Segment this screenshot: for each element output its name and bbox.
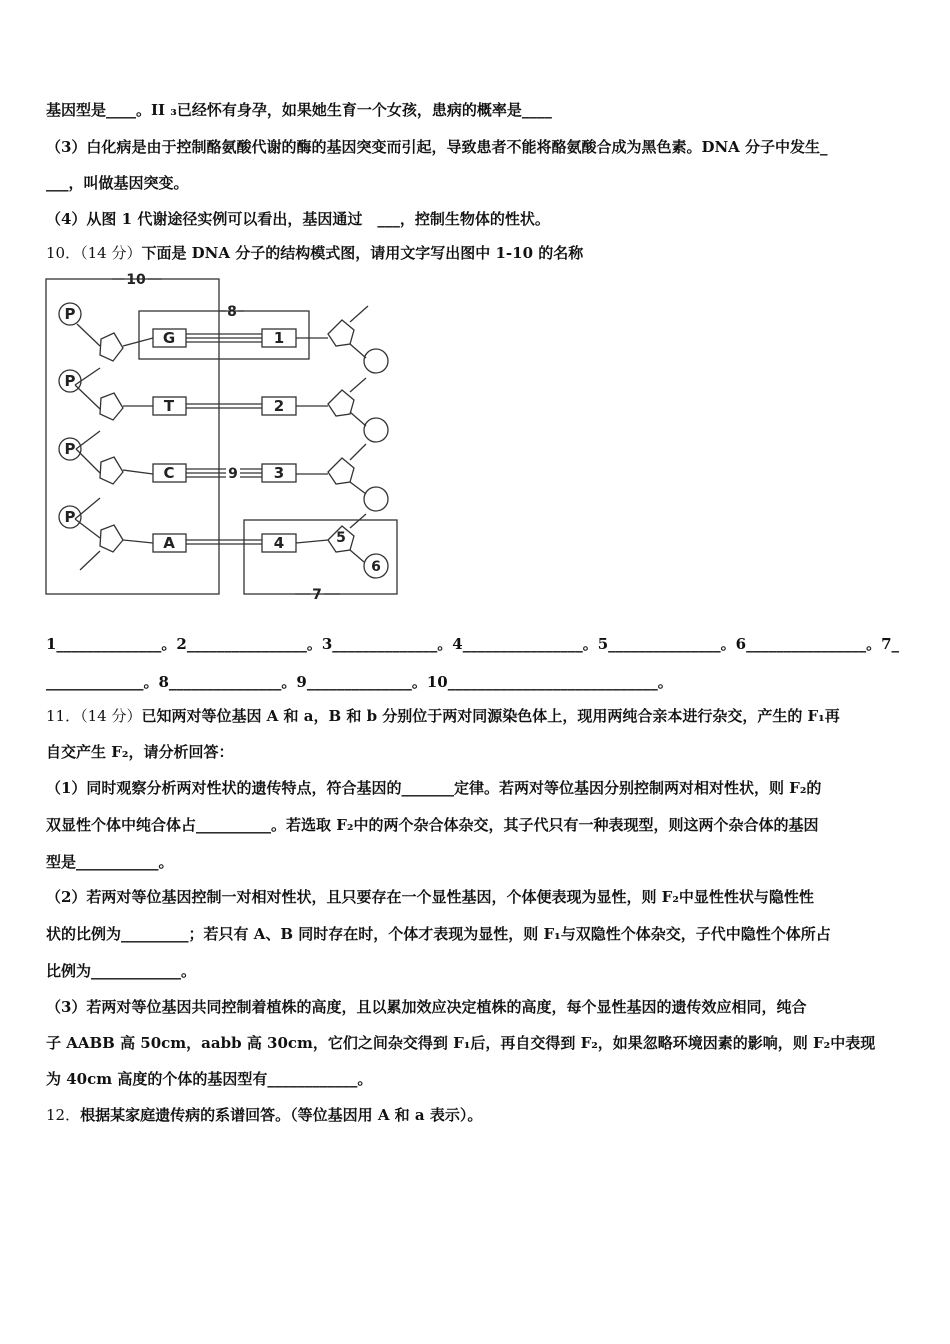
- label-3: 3: [273, 464, 285, 482]
- question-11: [46, 706, 910, 726]
- answer-blanks-line: 1______________。2________________。3______________。4________________。5_______________。6________________。7_: [46, 635, 900, 653]
- text-line: 为 40cm 高度的个体的基因型有____________。: [46, 1070, 373, 1088]
- question-12: [46, 1105, 910, 1125]
- base-a-label: A: [163, 534, 175, 552]
- phosphate-label: P: [64, 508, 76, 526]
- text-line: ___，叫做基因突变。: [46, 174, 189, 192]
- base-g-label: G: [162, 329, 176, 347]
- question-number: 12．: [46, 1106, 81, 1124]
- text-line: 自交产生 F₂，请分析回答：: [46, 743, 234, 761]
- phosphate-label: P: [64, 440, 76, 458]
- label-1: 1: [273, 329, 285, 347]
- label-8: 8: [227, 304, 237, 320]
- text-line: （4）从图 1 代谢途径实例可以看出，基因通过 ___，控制生物体的性状。: [46, 210, 550, 228]
- phosphate-label: P: [64, 372, 76, 390]
- text-line: （1）同时观察分析两对性状的遗传特点，符合基因的_______定律。若两对等位基因分别控制两对相对性状，则 F₂的: [46, 779, 822, 797]
- text-line: 状的比例为_________；若只有 A、B 同时存在时，个体才表现为显性，则 F₁与双隐性个体杂交，子代中隐性个体所占: [46, 925, 831, 943]
- sugar-pentagon: [328, 320, 354, 346]
- label-2: 2: [273, 397, 285, 415]
- phosphate-label: P: [64, 305, 76, 323]
- text-line: （2）若两对等位基因控制一对相对性状，且只要存在一个显性基因，个体便表现为显性，则 F₂中显性性状与隐性性: [46, 888, 814, 906]
- text-line: 型是___________。: [46, 853, 174, 871]
- label-4: 4: [273, 534, 285, 552]
- sugar-pentagon: [100, 525, 123, 552]
- phosphate-circle: [364, 349, 388, 373]
- text-line: 双显性个体中纯合体占__________。若选取 F₂中的两个杂合体杂交，其子代只有一种表现型，则这两个杂合体的基因: [46, 816, 819, 834]
- question-text: 下面是 DNA 分子的结构模式图，请用文字写出图中 1-10 的名称: [141, 244, 584, 262]
- base-t-label: T: [163, 397, 175, 415]
- text-line: 比例为____________。: [46, 962, 197, 980]
- question-text: 已知两对等位基因 A 和 a，B 和 b 分别位于两对同源染色体上，现用两纯合亲本进行杂交，产生的 F₁再: [141, 707, 840, 725]
- base-c-label: C: [163, 464, 175, 482]
- sugar-pentagon: [100, 333, 123, 361]
- text-line: 子 AABB 高 50cm，aabb 高 30cm，它们之间杂交得到 F₁后，再自交得到 F₂，如果忽略环境因素的影响，则 F₂中表现: [46, 1034, 876, 1052]
- box-10: [46, 279, 219, 594]
- question-text: 根据某家庭遗传病的系谱回答。（等位基因用 A 和 a 表示）。: [80, 1106, 483, 1124]
- sugar-pentagon: [100, 457, 123, 484]
- sugar-pentagon: [100, 393, 123, 420]
- dna-structure-diagram: [40, 268, 410, 608]
- phosphate-circle: [364, 418, 388, 442]
- label-9: 9: [228, 466, 238, 482]
- question-number: 11．（14 分）: [46, 707, 142, 725]
- text-line: 基因型是____。II ₃已经怀有身孕，如果她生育一个女孩，患病的概率是____: [46, 101, 552, 119]
- label-10: 10: [126, 272, 146, 288]
- text-line: （3）白化病是由于控制酪氨酸代谢的酶的基因突变而引起，导致患者不能将酪氨酸合成为黑色素。DNA 分子中发生_: [46, 138, 828, 156]
- phosphate-circle: [364, 487, 388, 511]
- label-6: 6: [371, 559, 381, 575]
- answer-blanks-line: _____________。8_______________。9______________。10____________________________。: [46, 673, 673, 691]
- box-7: [244, 520, 397, 594]
- question-10: [46, 243, 910, 263]
- question-number: 10．（14 分）: [46, 244, 142, 262]
- sugar-pentagon: [328, 458, 354, 484]
- label-7: 7: [312, 587, 322, 603]
- label-5: 5: [336, 530, 346, 546]
- text-line: （3）若两对等位基因共同控制着植株的高度，且以累加效应决定植株的高度，每个显性基因的遗传效应相同，纯合: [46, 998, 807, 1016]
